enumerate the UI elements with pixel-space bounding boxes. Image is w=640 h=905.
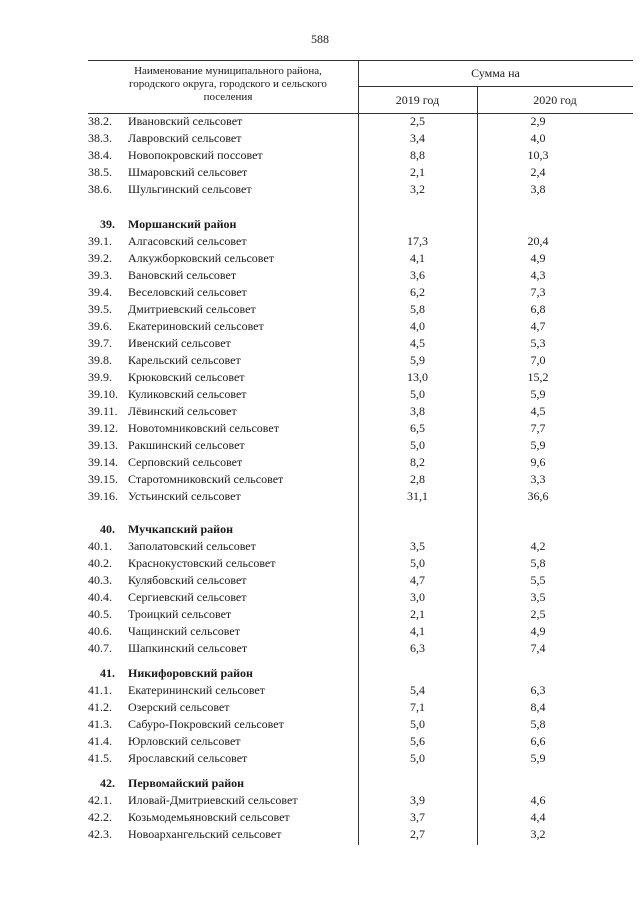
row-number: 41.1. [88, 683, 112, 697]
value-2020: 3,2 [530, 827, 546, 841]
row-number: 39.9. [88, 370, 112, 384]
district-row [0, 522, 640, 539]
row-name: Алкужборковский сельсовет [128, 251, 274, 265]
value-2020: 6,8 [530, 302, 546, 316]
table-row [0, 641, 640, 658]
table-row [0, 387, 640, 404]
value-2020: 4,0 [530, 131, 546, 145]
value-2020: 10,3 [527, 148, 549, 162]
row-name: Новоархангельский сельсовет [128, 827, 282, 841]
table-row [0, 827, 640, 844]
value-2020: 5,9 [530, 751, 546, 765]
row-name: Карельский сельсовет [128, 353, 241, 367]
value-2019: 3,8 [410, 404, 425, 418]
value-2020: 5,9 [530, 387, 546, 401]
row-number: 40.1. [88, 539, 112, 553]
value-2020: 20,4 [527, 234, 549, 248]
value-2019: 5,0 [410, 556, 425, 570]
row-name: Козьмодемьяновский сельсовет [128, 810, 290, 824]
value-2020: 7,4 [530, 641, 546, 655]
table-row [0, 573, 640, 590]
value-2019: 4,0 [410, 319, 425, 333]
value-2019: 3,9 [410, 793, 425, 807]
row-number: 41. [100, 666, 115, 680]
row-number: 39. [100, 217, 115, 231]
row-number: 39.8. [88, 353, 112, 367]
table-row [0, 114, 640, 131]
table-row [0, 734, 640, 751]
value-2020: 4,9 [530, 251, 546, 265]
value-2020: 4,4 [530, 810, 546, 824]
row-name: Устьинский сельсовет [128, 489, 241, 503]
value-2019: 2,1 [410, 165, 425, 179]
value-2019: 13,0 [407, 370, 428, 384]
header-name-column: Наименование муниципального района, городского округа, городского и сельского поселения [129, 65, 327, 103]
page-number: 588 [311, 32, 329, 46]
row-number: 39.6. [88, 319, 112, 333]
row-number: 41.5. [88, 751, 112, 765]
value-2019: 3,2 [410, 182, 425, 196]
header-year-divider [358, 86, 633, 87]
value-2020: 6,6 [530, 734, 546, 748]
value-2020: 7,0 [530, 353, 546, 367]
table-row [0, 251, 640, 268]
table-row [0, 319, 640, 336]
value-2019: 4,7 [410, 573, 425, 587]
value-2019: 5,0 [410, 751, 425, 765]
row-name: Моршанский район [128, 217, 237, 231]
row-number: 39.2. [88, 251, 112, 265]
value-2019: 4,5 [410, 336, 425, 350]
value-2019: 3,5 [410, 539, 425, 553]
value-2020: 2,9 [530, 114, 546, 128]
row-number: 40.4. [88, 590, 112, 604]
table-top-border [88, 60, 633, 61]
value-2019: 6,3 [410, 641, 425, 655]
value-2020: 4,9 [530, 624, 546, 638]
row-number: 39.4. [88, 285, 112, 299]
row-number: 40.2. [88, 556, 112, 570]
table-row [0, 285, 640, 302]
row-number: 39.3. [88, 268, 112, 282]
row-name: Озерский сельсовет [128, 700, 230, 714]
row-number: 42.3. [88, 827, 112, 841]
row-number: 39.14. [88, 455, 118, 469]
row-name: Троицкий сельсовет [128, 607, 232, 621]
header-year-2020: 2020 год [533, 93, 577, 107]
value-2019: 3,4 [410, 131, 425, 145]
table-row [0, 148, 640, 165]
district-row [0, 776, 640, 793]
value-2019: 3,0 [410, 590, 425, 604]
row-number: 41.3. [88, 717, 112, 731]
value-2020: 4,3 [530, 268, 546, 282]
row-name: Чащинский сельсовет [128, 624, 240, 638]
value-2019: 2,1 [410, 607, 425, 621]
row-name: Иловай-Дмитриевский сельсовет [128, 793, 298, 807]
table-row [0, 370, 640, 387]
row-number: 39.11. [88, 404, 118, 418]
row-number: 40.5. [88, 607, 112, 621]
table-row [0, 489, 640, 506]
value-2019: 4,1 [410, 624, 425, 638]
value-2019: 2,7 [410, 827, 425, 841]
value-2020: 6,3 [530, 683, 546, 697]
row-name: Куликовский сельсовет [128, 387, 247, 401]
row-number: 38.5. [88, 165, 112, 179]
value-2020: 4,7 [530, 319, 546, 333]
district-row [0, 217, 640, 234]
table-row [0, 683, 640, 700]
value-2019: 5,9 [410, 353, 425, 367]
table-row [0, 455, 640, 472]
row-name: Краснокустовский сельсовет [128, 556, 276, 570]
table-row [0, 624, 640, 641]
row-name: Заполатовский сельсовет [128, 539, 256, 553]
table-row [0, 717, 640, 734]
value-2019: 7,1 [410, 700, 425, 714]
table-row [0, 556, 640, 573]
row-name: Дмитриевский сельсовет [128, 302, 256, 316]
value-2019: 31,1 [407, 489, 428, 503]
row-number: 38.6. [88, 182, 112, 196]
table-row [0, 353, 640, 370]
value-2020: 4,2 [530, 539, 546, 553]
row-name: Новопокровский поссовет [128, 148, 263, 162]
value-2020: 8,4 [530, 700, 546, 714]
row-name: Шапкинский сельсовет [128, 641, 248, 655]
value-2019: 2,5 [410, 114, 425, 128]
value-2019: 5,8 [410, 302, 425, 316]
row-number: 38.2. [88, 114, 112, 128]
row-number: 40.6. [88, 624, 112, 638]
row-number: 39.16. [88, 489, 118, 503]
row-number: 40.7. [88, 641, 112, 655]
table-row [0, 751, 640, 768]
row-name: Сергиевский сельсовет [128, 590, 247, 604]
value-2019: 6,5 [410, 421, 425, 435]
row-name: Никифоровский район [128, 666, 253, 680]
value-2019: 8,2 [410, 455, 425, 469]
value-2019: 17,3 [407, 234, 428, 248]
row-name: Веселовский сельсовет [128, 285, 247, 299]
row-number: 41.2. [88, 700, 112, 714]
row-number: 39.15. [88, 472, 118, 486]
value-2019: 5,0 [410, 438, 425, 452]
table-row [0, 234, 640, 251]
table-row [0, 438, 640, 455]
value-2020: 2,4 [530, 165, 546, 179]
district-row [0, 666, 640, 683]
value-2019: 5,0 [410, 717, 425, 731]
value-2019: 6,2 [410, 285, 425, 299]
table-row [0, 268, 640, 285]
table-row [0, 421, 640, 438]
value-2019: 5,6 [410, 734, 425, 748]
row-name: Первомайский район [128, 776, 245, 790]
row-name: Екатерининский сельсовет [128, 683, 266, 697]
row-name: Екатериновский сельсовет [128, 319, 264, 333]
table-row [0, 700, 640, 717]
table-row [0, 336, 640, 353]
table-row [0, 131, 640, 148]
row-name: Сабуро-Покровский сельсовет [128, 717, 284, 731]
row-number: 39.10. [88, 387, 118, 401]
value-2020: 4,6 [530, 793, 546, 807]
value-2019: 5,4 [410, 683, 425, 697]
value-2019: 8,8 [410, 148, 425, 162]
row-name: Шмаровский сельсовет [128, 165, 248, 179]
table-row [0, 607, 640, 624]
row-name: Алгасовский сельсовет [128, 234, 247, 248]
table-row [0, 165, 640, 182]
row-name: Новотомниковский сельсовет [128, 421, 279, 435]
value-2020: 3,8 [530, 182, 546, 196]
row-number: 39.12. [88, 421, 118, 435]
table-row [0, 810, 640, 827]
table-row [0, 793, 640, 810]
row-name: Ивановский сельсовет [128, 114, 243, 128]
value-2020: 9,6 [530, 455, 546, 469]
table-row [0, 182, 640, 199]
row-name: Ярославский сельсовет [128, 751, 248, 765]
value-2020: 5,8 [530, 556, 546, 570]
value-2019: 5,0 [410, 387, 425, 401]
header-sum-column: Сумма на [471, 66, 520, 80]
row-number: 42. [100, 776, 115, 790]
row-name: Мучкапский район [128, 522, 233, 536]
row-number: 39.7. [88, 336, 112, 350]
row-name: Кулябовский сельсовет [128, 573, 247, 587]
value-2020: 7,3 [530, 285, 546, 299]
row-number: 41.4. [88, 734, 112, 748]
value-2020: 15,2 [527, 370, 549, 384]
row-name: Старотомниковский сельсовет [128, 472, 284, 486]
row-number: 42.2. [88, 810, 112, 824]
header-year-2019: 2019 год [395, 93, 440, 107]
row-number: 39.1. [88, 234, 112, 248]
value-2019: 3,7 [410, 810, 425, 824]
row-name: Ракшинский сельсовет [128, 438, 245, 452]
row-number: 39.5. [88, 302, 112, 316]
table-row [0, 539, 640, 556]
table-row [0, 302, 640, 319]
row-name: Лёвинский сельсовет [128, 404, 237, 418]
row-name: Вановский сельсовет [128, 268, 237, 282]
value-2020: 2,5 [530, 607, 546, 621]
table-row [0, 590, 640, 607]
value-2020: 5,5 [530, 573, 546, 587]
row-name: Крюковский сельсовет [128, 370, 245, 384]
value-2020: 5,3 [530, 336, 546, 350]
table-row [0, 404, 640, 421]
row-name: Серповский сельсовет [128, 455, 243, 469]
value-2020: 7,7 [530, 421, 546, 435]
row-name: Шульгинский сельсовет [128, 182, 252, 196]
row-number: 40.3. [88, 573, 112, 587]
value-2020: 5,8 [530, 717, 546, 731]
row-name: Юрловский сельсовет [128, 734, 241, 748]
row-number: 38.3. [88, 131, 112, 145]
row-name: Ивенский сельсовет [128, 336, 231, 350]
row-number: 39.13. [88, 438, 118, 452]
value-2020: 5,9 [530, 438, 546, 452]
row-name: Лавровский сельсовет [128, 131, 242, 145]
row-number: 40. [100, 522, 115, 536]
value-2019: 3,6 [410, 268, 425, 282]
value-2020: 4,5 [530, 404, 546, 418]
value-2019: 4,1 [410, 251, 425, 265]
value-2020: 36,6 [527, 489, 549, 503]
value-2020: 3,3 [530, 472, 546, 486]
row-number: 42.1. [88, 793, 112, 807]
table-row [0, 472, 640, 489]
row-number: 38.4. [88, 148, 112, 162]
value-2019: 2,8 [410, 472, 425, 486]
value-2020: 3,5 [530, 590, 546, 604]
